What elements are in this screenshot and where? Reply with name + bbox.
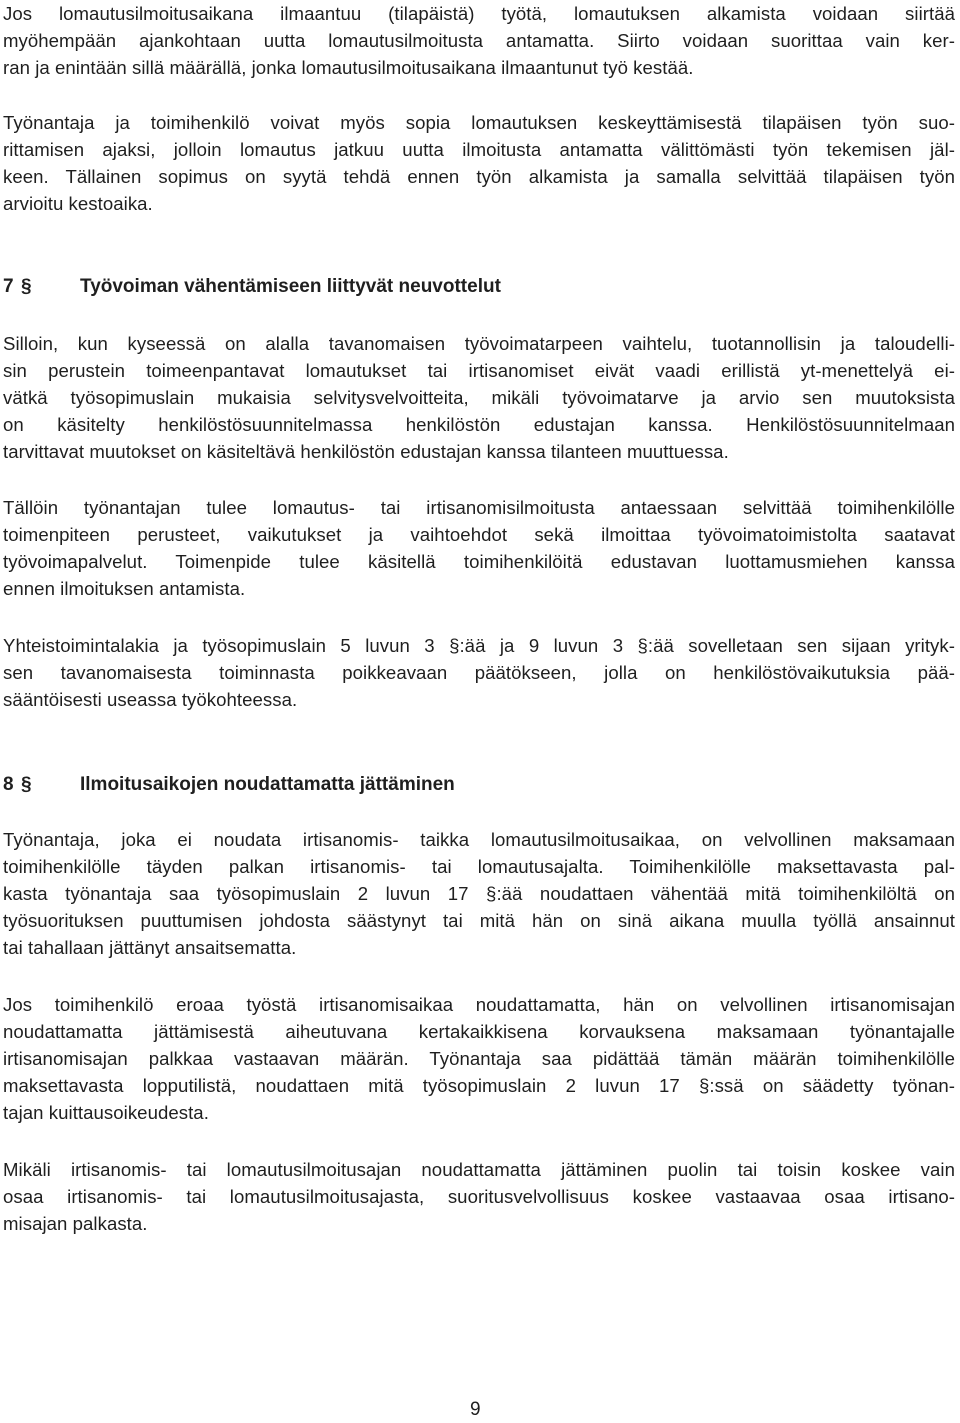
text-line: ennen ilmoituksen antamista. bbox=[3, 578, 246, 599]
text-line: toimenpiteen perusteet, vaikutukset ja vaihtoehdot sekä ilmoittaa työvoimatoimistolta saatavat bbox=[3, 524, 955, 545]
text-line: Mikäli irtisanomis- tai lomautusilmoitusajan noudattamatta jättäminen puolin tai toisin koskee vain bbox=[3, 1159, 955, 1180]
section-7-heading bbox=[3, 273, 501, 300]
text-line: arvioitu kestoaika. bbox=[3, 193, 153, 214]
section-title: Ilmoitusaikojen noudattamatta jättäminen bbox=[80, 774, 455, 795]
text-line: rittamisen ajaksi, jolloin lomautus jatkuu uutta ilmoitusta antamatta välittömästi työn tekemisen jäl- bbox=[3, 139, 955, 160]
text-line: Jos toimihenkilö eroaa työstä irtisanomisaikaa noudattamatta, hän on velvollinen irtisanomisajan bbox=[3, 994, 955, 1015]
section-number: 8 bbox=[3, 774, 14, 795]
text-line: Silloin, kun kyseessä on alalla tavanomaisen työvoimatarpeen vaihtelu, tuotannollisin ja taloudelli- bbox=[3, 333, 955, 354]
text-line: Työnantaja, joka ei noudata irtisanomis- taikka lomautusilmoitusaikaa, on velvollinen maksamaan bbox=[3, 829, 955, 850]
text-line: sen tavanomaisesta toiminnasta poikkeavaan päätökseen, jolla on henkilöstövaikutuksia pää- bbox=[3, 662, 955, 683]
text-line: vätkä työsopimuslain mukaisia selvitysvelvoitteita, mikäli työvoimatarve ja arvio sen muutoksista bbox=[3, 387, 955, 408]
section-number: 7 bbox=[3, 276, 14, 297]
section-title: Työvoiman vähentämiseen liittyvät neuvottelut bbox=[80, 276, 501, 297]
text-line: myöhempään ajankohtaan uutta lomautusilmoitusta antamatta. Siirto voidaan suorittaa vain ker- bbox=[3, 30, 955, 51]
section-8-heading bbox=[3, 771, 455, 798]
text-line: työsuorituksen puuttumisen johdosta säästynyt tai mitä hän on sinä aikana muulla työllä ansainnut bbox=[3, 910, 955, 931]
section-symbol: § bbox=[21, 276, 32, 297]
text-line: Tällöin työnantajan tulee lomautus- tai irtisanomisilmoitusta antaessaan selvittää toimihenkilölle bbox=[3, 497, 955, 518]
text-line: toimihenkilölle täyden palkan irtisanomis- tai lomautusajalta. Toimihenkilölle maksettavasta pal- bbox=[3, 856, 955, 877]
page-number: 9 bbox=[470, 1399, 481, 1420]
text-line: tai tahallaan jättänyt ansaitsematta. bbox=[3, 937, 297, 958]
text-line: misajan palkasta. bbox=[3, 1213, 148, 1234]
text-line: tajan kuittausoikeudesta. bbox=[3, 1102, 209, 1123]
text-line: sääntöisesti useassa työkohteessa. bbox=[3, 689, 298, 710]
text-line: kasta työnantaja saa työsopimuslain 2 luvun 17 §:ää noudattaen vähentää mitä toimihenkilöltä on bbox=[3, 883, 955, 904]
text-line: tarvittavat muutokset on käsiteltävä henkilöstön edustajan kanssa tilanteen muuttuessa. bbox=[3, 441, 729, 462]
section-symbol: § bbox=[21, 774, 32, 795]
text-line: keen. Tällainen sopimus on syytä tehdä ennen työn alkamista ja samalla selvittää tilapäisen työn bbox=[3, 166, 955, 187]
text-line: noudattamatta jättämisestä aiheutuvana kertakaikkisena korvauksena maksamaan työnantajalle bbox=[3, 1021, 955, 1042]
text-line: irtisanomisajan palkkaa vastaavan määrän. Työnantaja saa pidättää tämän määrän toimihenkilölle bbox=[3, 1048, 955, 1069]
text-line: on käsitelty henkilöstösuunnitelmassa henkilöstön edustajan kanssa. Henkilöstösuunnitelmaan bbox=[3, 414, 955, 435]
text-line: maksettavasta lopputilistä, noudattaen mitä työsopimuslain 2 luvun 17 §:ssä on säädetty työnan- bbox=[3, 1075, 955, 1096]
text-line: työvoimapalvelut. Toimenpide tulee käsitellä toimihenkilöitä edustavan luottamusmiehen kanssa bbox=[3, 551, 955, 572]
text-line: sin perustein toimeenpantavat lomautukset tai irtisanomiset eivät vaadi erillistä yt-menettelyä ei- bbox=[3, 360, 955, 381]
text-line: ran ja enintään sillä määrällä, jonka lomautusilmoitusaikana ilmaantunut työ kestää. bbox=[3, 57, 694, 78]
text-line: Yhteistoimintalakia ja työsopimuslain 5 luvun 3 §:ää ja 9 luvun 3 §:ää sovelletaan sen sijaan yrityk- bbox=[3, 635, 955, 656]
text-line: osaa irtisanomis- tai lomautusilmoitusajasta, suoritusvelvollisuus koskee vastaavaa osaa irtisano- bbox=[3, 1186, 955, 1207]
text-line: Työnantaja ja toimihenkilö voivat myös sopia lomautuksen keskeyttämisestä tilapäisen työn suo- bbox=[3, 112, 955, 133]
text-line: Jos lomautusilmoitusaikana ilmaantuu (tilapäistä) työtä, lomautuksen alkamista voidaan siirtää bbox=[3, 3, 955, 24]
